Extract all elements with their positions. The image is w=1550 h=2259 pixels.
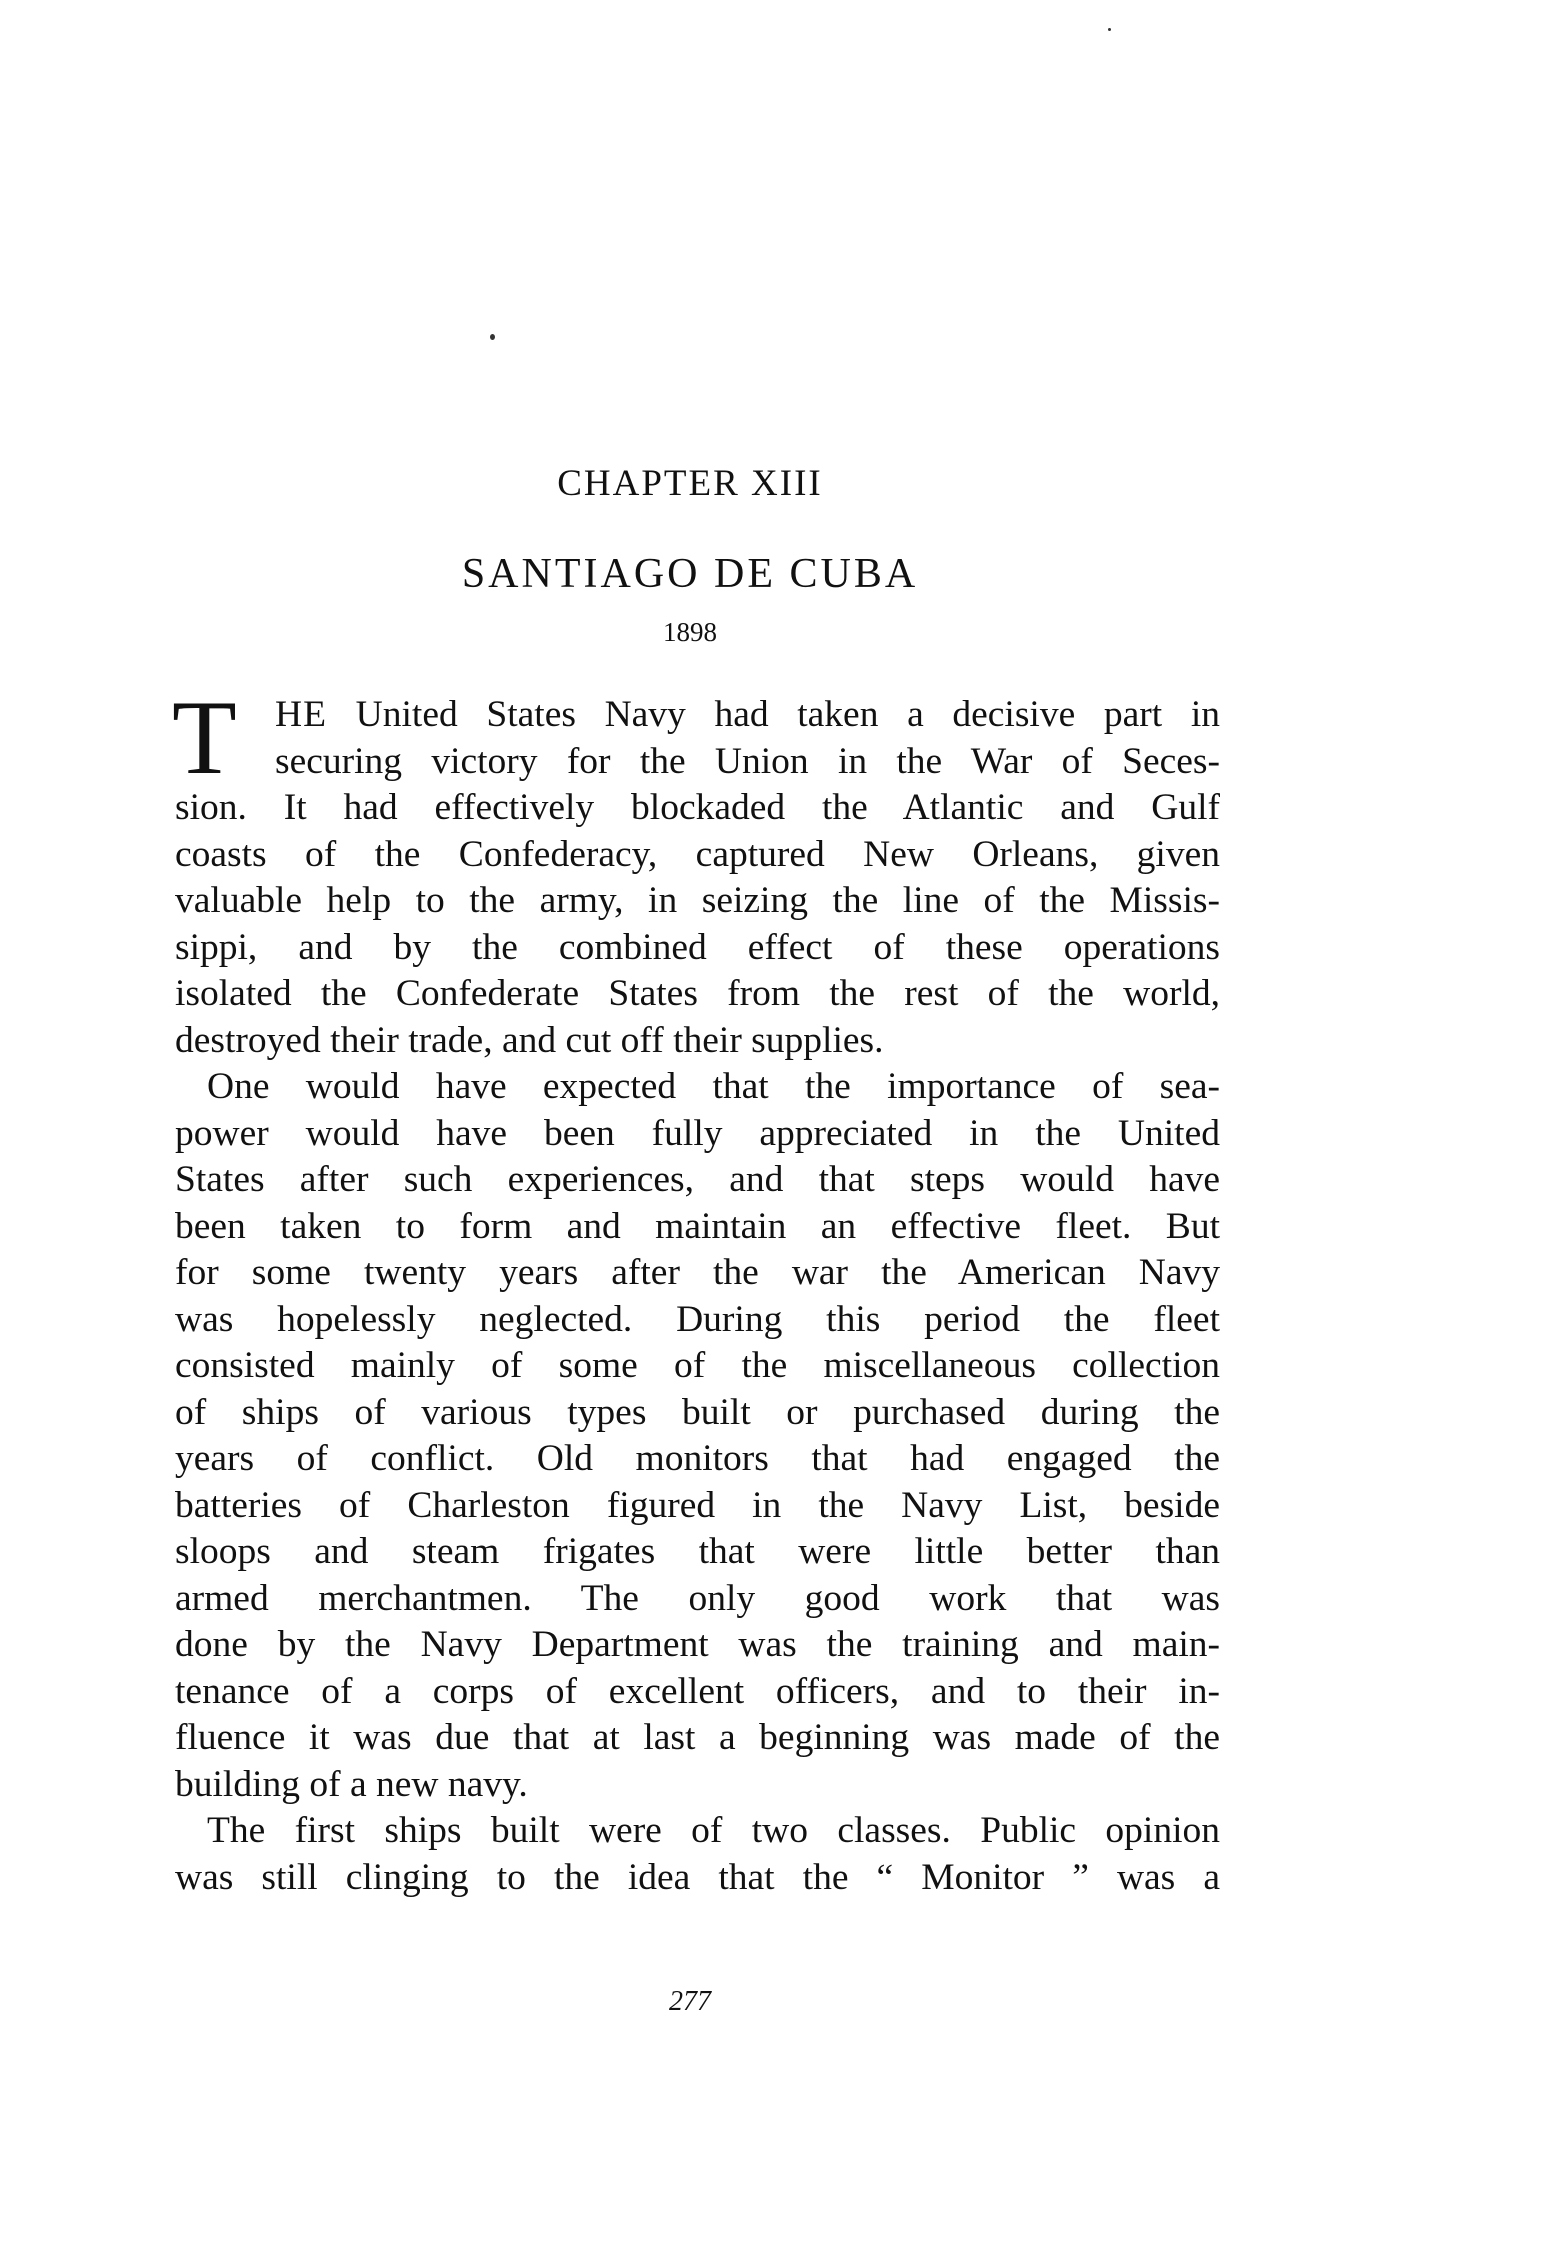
text-line: One would have expected that the importance of sea- xyxy=(207,1066,1220,1107)
print-speck xyxy=(1108,28,1111,31)
text-line: States after such experiences, and that steps would have xyxy=(175,1159,1220,1200)
text-line: isolated the Confederate States from the rest of the world, xyxy=(175,973,1220,1014)
text-line: been taken to form and maintain an effective fleet. But xyxy=(175,1205,1220,1247)
chapter-body-text xyxy=(172,679,1221,1901)
chapter-label: CHAPTER XIII xyxy=(557,463,823,504)
text-line: sippi, and by the combined effect of these operations xyxy=(175,926,1220,968)
text-line xyxy=(175,692,1220,739)
text-line: done by the Navy Department was the training and main- xyxy=(175,1624,1220,1665)
text-line: power would have been fully appreciated in the United xyxy=(175,1112,1220,1154)
text-line: of ships of various types built or purchased during the xyxy=(175,1391,1220,1433)
text-line: consisted mainly of some of the miscellaneous collection xyxy=(175,1345,1220,1386)
text-line: fluence it was due that at last a beginning was made of the xyxy=(175,1717,1220,1758)
text-line: years of conflict. Old monitors that had engaged the xyxy=(175,1438,1220,1479)
text-line: sion. It had effectively blockaded the Atlantic and Gulf xyxy=(175,787,1220,828)
page-number: 277 xyxy=(669,1986,711,2017)
text-line: building of a new navy. xyxy=(175,1763,528,1805)
text-line: was still clinging to the idea that the “ Monitor ” was a xyxy=(175,1856,1220,1898)
text-line: valuable help to the army, in seizing the line of the Missis- xyxy=(175,880,1220,921)
text-line: was hopelessly neglected. During this period the fleet xyxy=(175,1298,1220,1340)
text-line: The first ships built were of two classes. Public opinion xyxy=(207,1810,1220,1851)
text-line: batteries of Charleston figured in the Navy List, beside xyxy=(175,1484,1220,1526)
chapter-title: SANTIAGO DE CUBA xyxy=(461,551,919,597)
text-line: tenance of a corps of excellent officers, and to their in- xyxy=(175,1670,1220,1712)
text-line: destroyed their trade, and cut off their supplies. xyxy=(175,1019,884,1061)
text-line: securing victory for the Union in the War of Seces- xyxy=(275,740,1220,782)
chapter-year: 1898 xyxy=(663,617,717,647)
text-line: for some twenty years after the war the American Navy xyxy=(175,1252,1220,1293)
text-line: sloops and steam frigates that were little better than xyxy=(175,1531,1220,1572)
first-word-caps: HE xyxy=(275,694,327,735)
text-line: armed merchantmen. The only good work that was xyxy=(175,1577,1220,1619)
text-line: coasts of the Confederacy, captured New Orleans, given xyxy=(175,833,1220,875)
print-speck xyxy=(490,334,495,340)
drop-cap: T xyxy=(172,679,237,796)
text-line-content: United States Navy had taken a decisive part in xyxy=(355,694,1221,735)
